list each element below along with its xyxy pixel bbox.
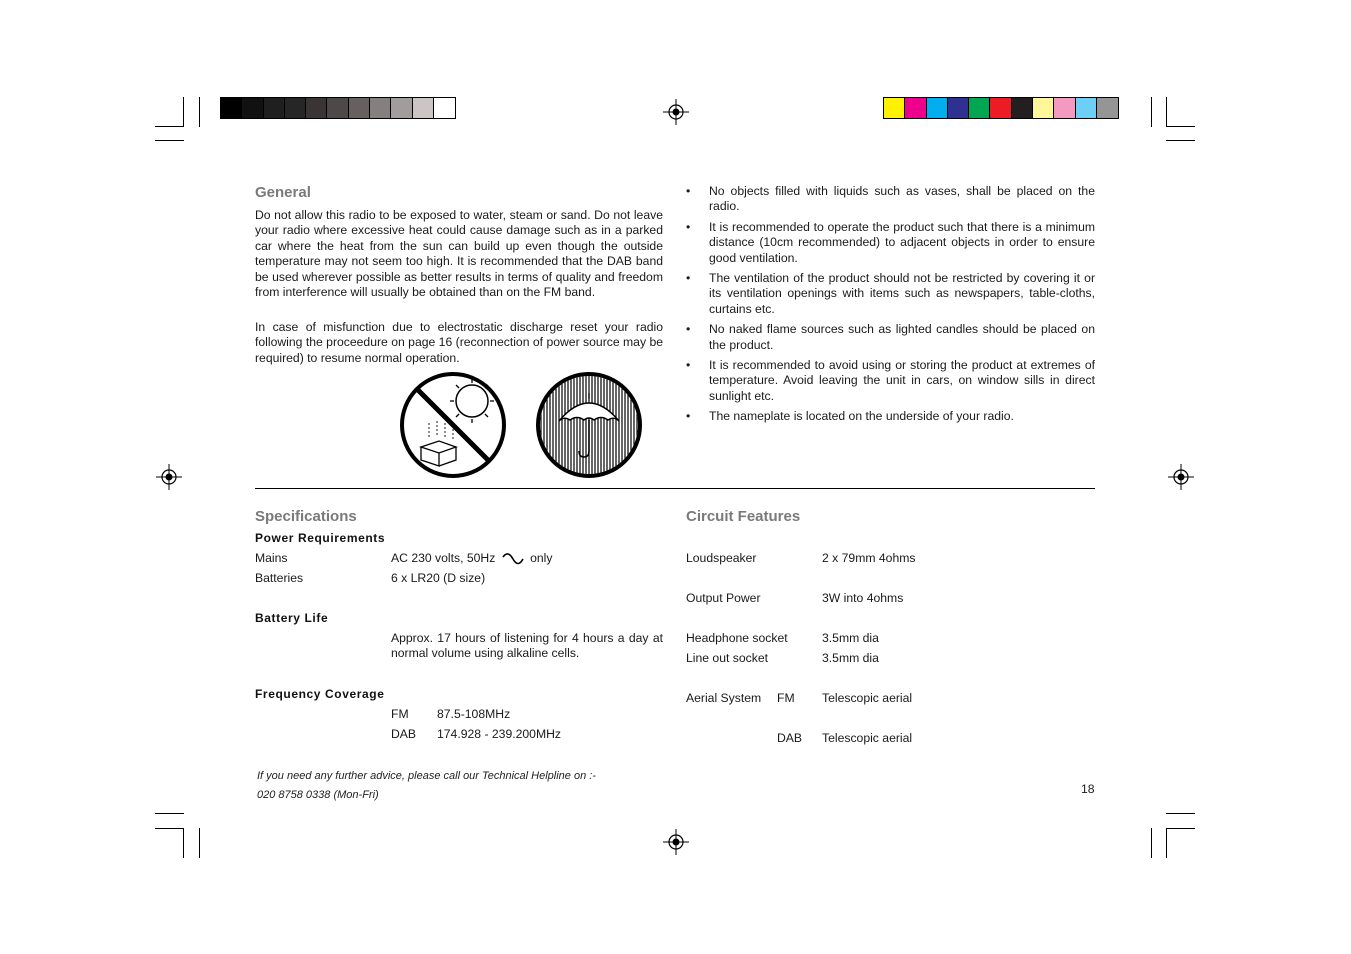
no-heat-warning-icon <box>399 371 507 479</box>
dab-label: DAB <box>391 727 417 741</box>
fm-value: 87.5-108MHz <box>437 707 511 721</box>
specifications-heading: Specifications <box>255 508 357 525</box>
registration-mark-right <box>1168 464 1194 490</box>
process-color-bar <box>883 97 1119 119</box>
color-swatch <box>1033 98 1054 118</box>
color-swatch <box>306 98 327 118</box>
helpline-phone: 020 8758 0338 (Mon-Fri) <box>257 789 379 801</box>
output-power-value: 3W into 4ohms <box>822 591 904 605</box>
registration-mark-top <box>663 99 689 125</box>
color-swatch <box>370 98 391 118</box>
color-swatch <box>948 98 969 118</box>
frequency-coverage-title: Frequency Coverage <box>255 687 385 701</box>
batteries-label: Batteries <box>255 571 304 585</box>
bullet-item: • The ventilation of the product should not be restricted by covering it or its ventilation openings with items such as newspapers, table-cloths, curtains etc. <box>686 271 1095 317</box>
page-number: 18 <box>1081 782 1095 796</box>
line-out-socket-value: 3.5mm dia <box>822 651 879 665</box>
mains-voltage-text: AC 230 volts, 50Hz <box>391 551 496 565</box>
power-requirements-title: Power Requirements <box>255 531 386 545</box>
color-swatch <box>221 98 242 118</box>
headphone-socket-label: Headphone socket <box>686 631 788 645</box>
general-heading: General <box>255 184 311 201</box>
bullet-item: • The nameplate is located on the underside of your radio. <box>686 409 1095 424</box>
color-swatch <box>905 98 926 118</box>
aerial-dab-label: DAB <box>777 731 803 745</box>
color-swatch <box>1076 98 1097 118</box>
aerial-fm-label: FM <box>777 691 795 705</box>
general-paragraph-1: Do not allow this radio to be exposed to water, steam or sand. Do not leave your radio where excessive heat could cause damage such as in a parked car where the heat from the sun can build up even though the outside temperature may not seem too high. It is recommended that the DAB band be used wherever possible as better results in terms of quality and freedom from interference will usually be obtained than on the FM band. <box>255 208 663 300</box>
registration-mark-left <box>156 464 182 490</box>
loudspeaker-label: Loudspeaker <box>686 551 757 565</box>
aerial-dab-value: Telescopic aerial <box>822 731 913 745</box>
color-swatch <box>1054 98 1075 118</box>
color-swatch <box>327 98 348 118</box>
battery-life-value: Approx. 17 hours of listening for 4 hours a day at normal volume using alkaline cells. <box>391 631 663 661</box>
color-swatch <box>1097 98 1118 118</box>
mains-suffix-text: only <box>530 551 553 565</box>
output-power-label: Output Power <box>686 591 761 605</box>
color-swatch <box>990 98 1011 118</box>
circuit-features-heading: Circuit Features <box>686 508 801 525</box>
color-swatch <box>927 98 948 118</box>
safety-bullet-list <box>686 184 1095 430</box>
battery-life-title: Battery Life <box>255 611 329 625</box>
batteries-value: 6 x LR20 (D size) <box>391 571 486 585</box>
loudspeaker-value: 2 x 79mm 4ohms <box>822 551 916 565</box>
fm-label: FM <box>391 707 409 721</box>
color-swatch <box>391 98 412 118</box>
aerial-fm-value: Telescopic aerial <box>822 691 913 705</box>
ac-sine-wave-icon <box>502 553 524 565</box>
color-swatch <box>884 98 905 118</box>
bullet-item: • No naked flame sources such as lighted candles should be placed on the product. <box>686 322 1095 353</box>
color-swatch <box>264 98 285 118</box>
line-out-socket-label: Line out socket <box>686 651 768 665</box>
color-swatch <box>285 98 306 118</box>
headphone-socket-value: 3.5mm dia <box>822 631 879 645</box>
section-divider <box>255 488 1095 489</box>
general-paragraph-2: In case of misfunction due to electrostatic discharge reset your radio following the proceedure on page 16 (reconnection of power source may be required) to resume normal operation. <box>255 320 663 365</box>
grayscale-color-bar <box>220 97 456 119</box>
color-swatch <box>413 98 434 118</box>
aerial-system-label: Aerial System <box>686 691 762 705</box>
color-swatch <box>242 98 263 118</box>
mains-label: Mains <box>255 551 288 565</box>
color-swatch <box>349 98 370 118</box>
bullet-item: • No objects filled with liquids such as vases, shall be placed on the radio. <box>686 184 1095 215</box>
bullet-item: • It is recommended to operate the product such that there is a minimum distance (10cm recommended) to adjacent objects in order to ensure good ventilation. <box>686 220 1095 266</box>
registration-mark-bottom <box>663 829 689 855</box>
no-rain-warning-icon <box>535 371 643 479</box>
color-swatch <box>434 98 455 118</box>
helpline-text: If you need any further advice, please call our Technical Helpline on :- <box>257 770 596 782</box>
color-swatch <box>969 98 990 118</box>
color-swatch <box>1012 98 1033 118</box>
mains-value <box>391 551 552 566</box>
dab-value: 174.928 - 239.200MHz <box>437 727 561 741</box>
bullet-item: • It is recommended to avoid using or storing the product at extremes of temperature. Avoid leaving the unit in cars, on window sills in direct sunlight etc. <box>686 358 1095 404</box>
